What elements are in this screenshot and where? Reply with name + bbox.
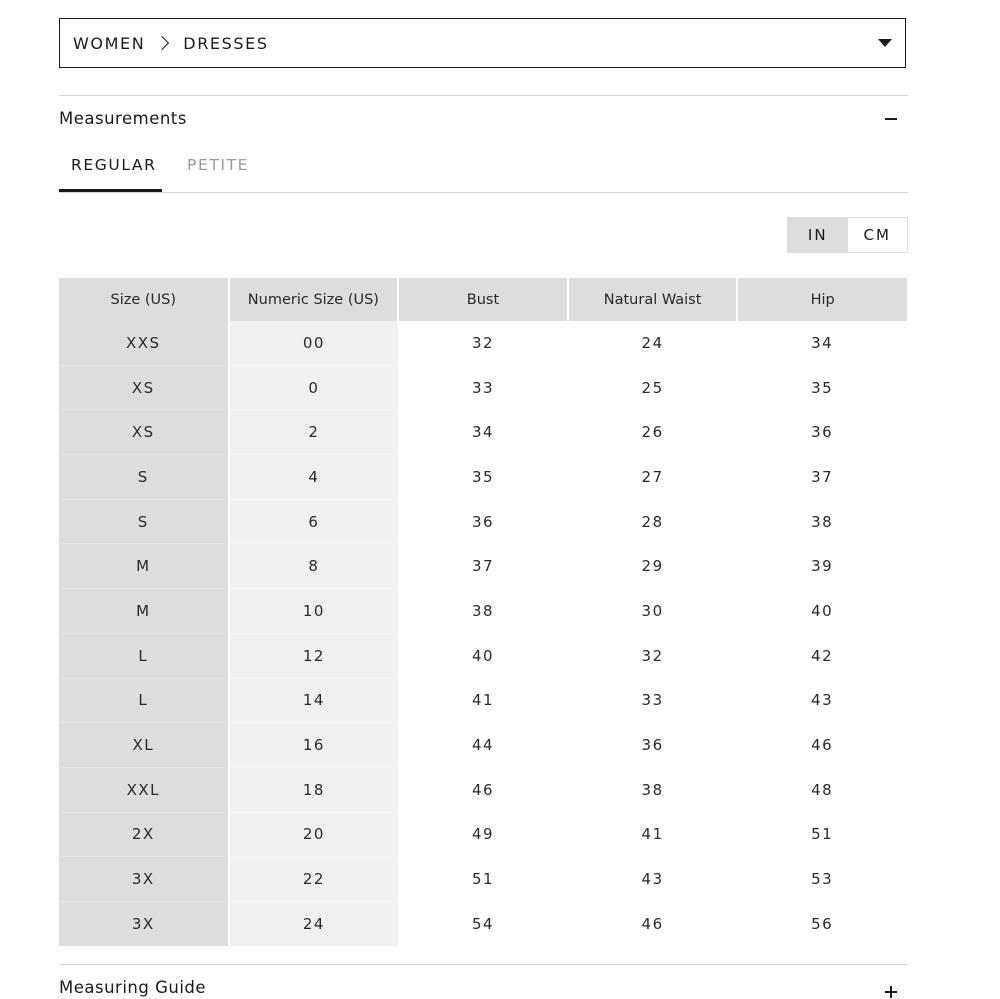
cell-size-us: XL (59, 723, 229, 768)
header-hip: Hip (737, 278, 907, 321)
cell-hip: 46 (811, 736, 834, 755)
cell-natural-waist: 25 (641, 378, 664, 397)
table-row (59, 723, 907, 768)
cell-numeric-size: 4 (229, 455, 399, 500)
cell-numeric-size: 14 (229, 678, 399, 723)
cell-natural-waist: 46 (641, 914, 664, 933)
cell-natural-waist: 41 (641, 825, 664, 844)
cell-bust: 34 (471, 423, 495, 442)
cell-bust: 38 (471, 601, 495, 620)
cell-hip: 51 (811, 825, 834, 844)
table-row (59, 678, 907, 723)
cell-size-us: XXL (59, 767, 229, 812)
unit-toggle (787, 217, 908, 253)
section-divider (59, 95, 908, 96)
category-dropdown[interactable] (59, 18, 906, 68)
category-secondary: DRESSES (183, 33, 269, 53)
cell-bust: 49 (471, 825, 495, 844)
cell-size-us: 2X (59, 812, 229, 857)
tab-regular[interactable]: REGULAR (59, 150, 162, 186)
cell-size-us: XS (59, 365, 229, 410)
cell-size-us: S (59, 499, 229, 544)
cell-hip: 53 (811, 870, 834, 889)
size-table (59, 278, 907, 946)
cell-natural-waist: 43 (641, 870, 664, 889)
cell-natural-waist: 38 (641, 780, 664, 799)
cell-hip: 39 (811, 557, 834, 576)
table-row (59, 544, 907, 589)
table-row (59, 499, 907, 544)
cell-size-us: L (59, 633, 229, 678)
cell-hip: 37 (811, 467, 834, 486)
table-row (59, 901, 907, 945)
cell-numeric-size: 0 (229, 365, 399, 410)
cell-numeric-size: 8 (229, 544, 399, 589)
collapse-minus-icon[interactable] (885, 112, 897, 124)
cell-hip: 56 (811, 914, 834, 933)
cell-bust: 40 (471, 646, 495, 665)
measuring-guide-title: Measuring Guide (59, 977, 207, 997)
table-row (59, 812, 907, 857)
table-row (59, 321, 907, 365)
cell-natural-waist: 33 (641, 691, 664, 710)
header-numeric-size-us: Numeric Size (US) (229, 278, 399, 321)
cell-size-us: L (59, 678, 229, 723)
cell-natural-waist: 30 (641, 601, 664, 620)
measuring-guide-section-header[interactable] (59, 972, 908, 999)
table-row (59, 365, 907, 410)
table-row (59, 589, 907, 634)
size-table-body (59, 321, 907, 946)
cell-hip: 34 (811, 334, 834, 353)
cell-natural-waist: 32 (641, 646, 664, 665)
cell-hip: 42 (811, 646, 834, 665)
cell-numeric-size: 00 (229, 321, 399, 365)
caret-down-icon (878, 39, 892, 47)
measurements-section-header[interactable] (59, 103, 908, 133)
cell-numeric-size: 22 (229, 857, 399, 902)
cell-size-us: 3X (59, 857, 229, 902)
table-row (59, 767, 907, 812)
cell-numeric-size: 20 (229, 812, 399, 857)
cell-bust: 37 (471, 557, 495, 576)
chevron-right-icon (155, 36, 169, 50)
cell-hip: 43 (811, 691, 834, 710)
table-row (59, 455, 907, 500)
table-header-row (59, 278, 907, 321)
cell-bust: 54 (471, 914, 495, 933)
cell-natural-waist: 36 (641, 736, 664, 755)
cell-hip: 36 (811, 423, 834, 442)
header-natural-waist: Natural Waist (568, 278, 738, 321)
table-row (59, 857, 907, 902)
category-primary: WOMEN (73, 33, 146, 53)
unit-in-button[interactable]: IN (788, 218, 848, 252)
cell-numeric-size: 6 (229, 499, 399, 544)
cell-size-us: 3X (59, 901, 229, 945)
cell-natural-waist: 29 (641, 557, 664, 576)
fit-tabs (59, 150, 908, 193)
header-size-us: Size (US) (59, 278, 229, 321)
table-row (59, 633, 907, 678)
section-divider (59, 964, 908, 965)
cell-size-us: M (59, 544, 229, 589)
cell-natural-waist: 27 (641, 467, 664, 486)
cell-bust: 46 (471, 780, 495, 799)
cell-size-us: XXS (59, 321, 229, 365)
cell-size-us: XS (59, 410, 229, 455)
cell-natural-waist: 26 (641, 423, 664, 442)
cell-natural-waist: 24 (641, 334, 664, 353)
cell-bust: 51 (471, 870, 495, 889)
cell-numeric-size: 10 (229, 589, 399, 634)
header-bust: Bust (398, 278, 568, 321)
cell-bust: 41 (471, 691, 495, 710)
cell-size-us: M (59, 589, 229, 634)
cell-numeric-size: 24 (229, 901, 399, 945)
cell-bust: 44 (471, 736, 495, 755)
cell-hip: 40 (811, 601, 834, 620)
cell-hip: 35 (811, 378, 834, 397)
unit-cm-button[interactable]: CM (863, 226, 891, 244)
cell-hip: 48 (811, 780, 834, 799)
expand-plus-icon[interactable] (885, 986, 897, 998)
cell-hip: 38 (811, 512, 834, 531)
cell-natural-waist: 28 (641, 512, 664, 531)
cell-numeric-size: 16 (229, 723, 399, 768)
table-row (59, 410, 907, 455)
cell-bust: 33 (471, 378, 495, 397)
cell-size-us: S (59, 455, 229, 500)
cell-bust: 32 (471, 334, 495, 353)
cell-numeric-size: 2 (229, 410, 399, 455)
tab-petite[interactable]: PETITE (187, 156, 250, 174)
cell-bust: 36 (471, 512, 495, 531)
cell-bust: 35 (471, 467, 495, 486)
cell-numeric-size: 18 (229, 767, 399, 812)
cell-numeric-size: 12 (229, 633, 399, 678)
measurements-title: Measurements (59, 108, 187, 128)
